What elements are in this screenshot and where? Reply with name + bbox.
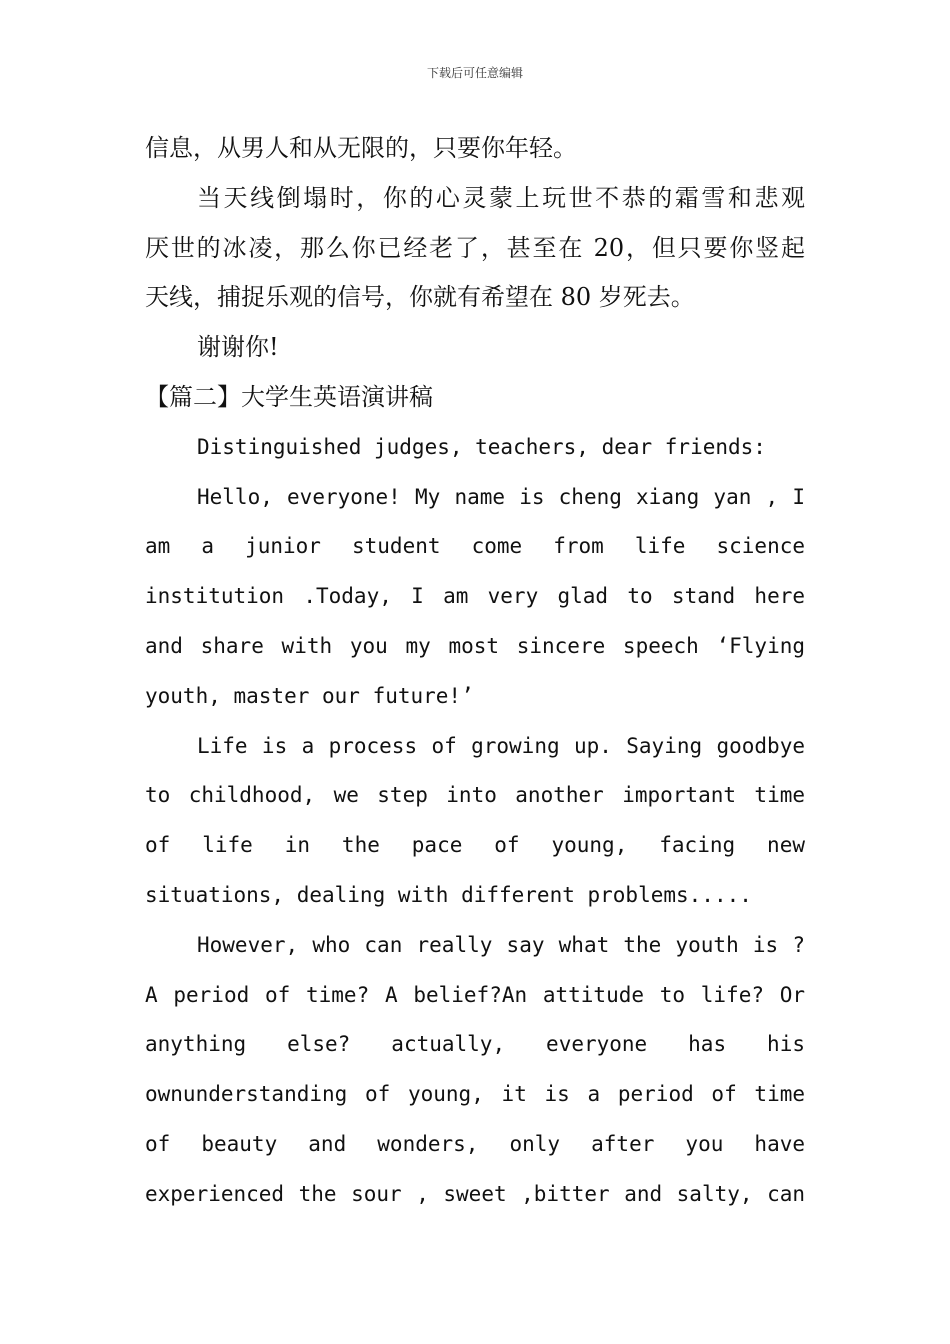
text-line: of beauty and wonders, only after you have [145, 1131, 805, 1156]
text-line: to childhood, we step into another important time [145, 783, 805, 808]
text-line: institution .Today, I am very glad to stand here [145, 584, 805, 609]
text-line: 当天线倒塌时，你的心灵蒙上玩世不恭的霜雪和悲观 [197, 183, 805, 212]
text-line: Hello, everyone! My name is cheng xiang yan , I [197, 484, 805, 509]
text-line: 谢谢你! [197, 333, 279, 362]
section-heading: 【篇二】大学生英语演讲稿 [145, 382, 433, 411]
text-line: A period of time? A belief?An attitude to life? Or [145, 982, 805, 1007]
text-line: of life in the pace of young, facing new [145, 833, 805, 858]
text-line: am a junior student come from life science [145, 534, 805, 559]
text-line: anything else? actually, everyone has his [145, 1032, 805, 1057]
text-line: and share with you my most sincere speech ‘Flying [145, 633, 805, 658]
text-line: Distinguished judges, teachers, dear friends: [197, 434, 766, 459]
text-line: 厌世的冰凌，那么你已经老了，甚至在 20，但只要你竖起 [145, 233, 805, 262]
text-line: situations, dealing with different problems..... [145, 882, 752, 907]
text-line: 信息，从男人和从无限的，只要你年轻。 [145, 134, 577, 162]
text-line: 天线，捕捉乐观的信号，你就有希望在 80 岁死去。 [145, 283, 695, 312]
text-line: Life is a process of growing up. Saying goodbye [197, 733, 805, 758]
text-line: youth, master our future!’ [145, 683, 474, 708]
text-line: However, who can really say what the youth is ? [197, 932, 805, 957]
body-text [145, 124, 805, 1220]
text-line: ownunderstanding of young, it is a period of time [145, 1082, 805, 1107]
text-line: experienced the sour , sweet ,bitter and salty, can [145, 1181, 805, 1206]
page-header-note: 下载后可任意编辑 [426, 66, 523, 80]
